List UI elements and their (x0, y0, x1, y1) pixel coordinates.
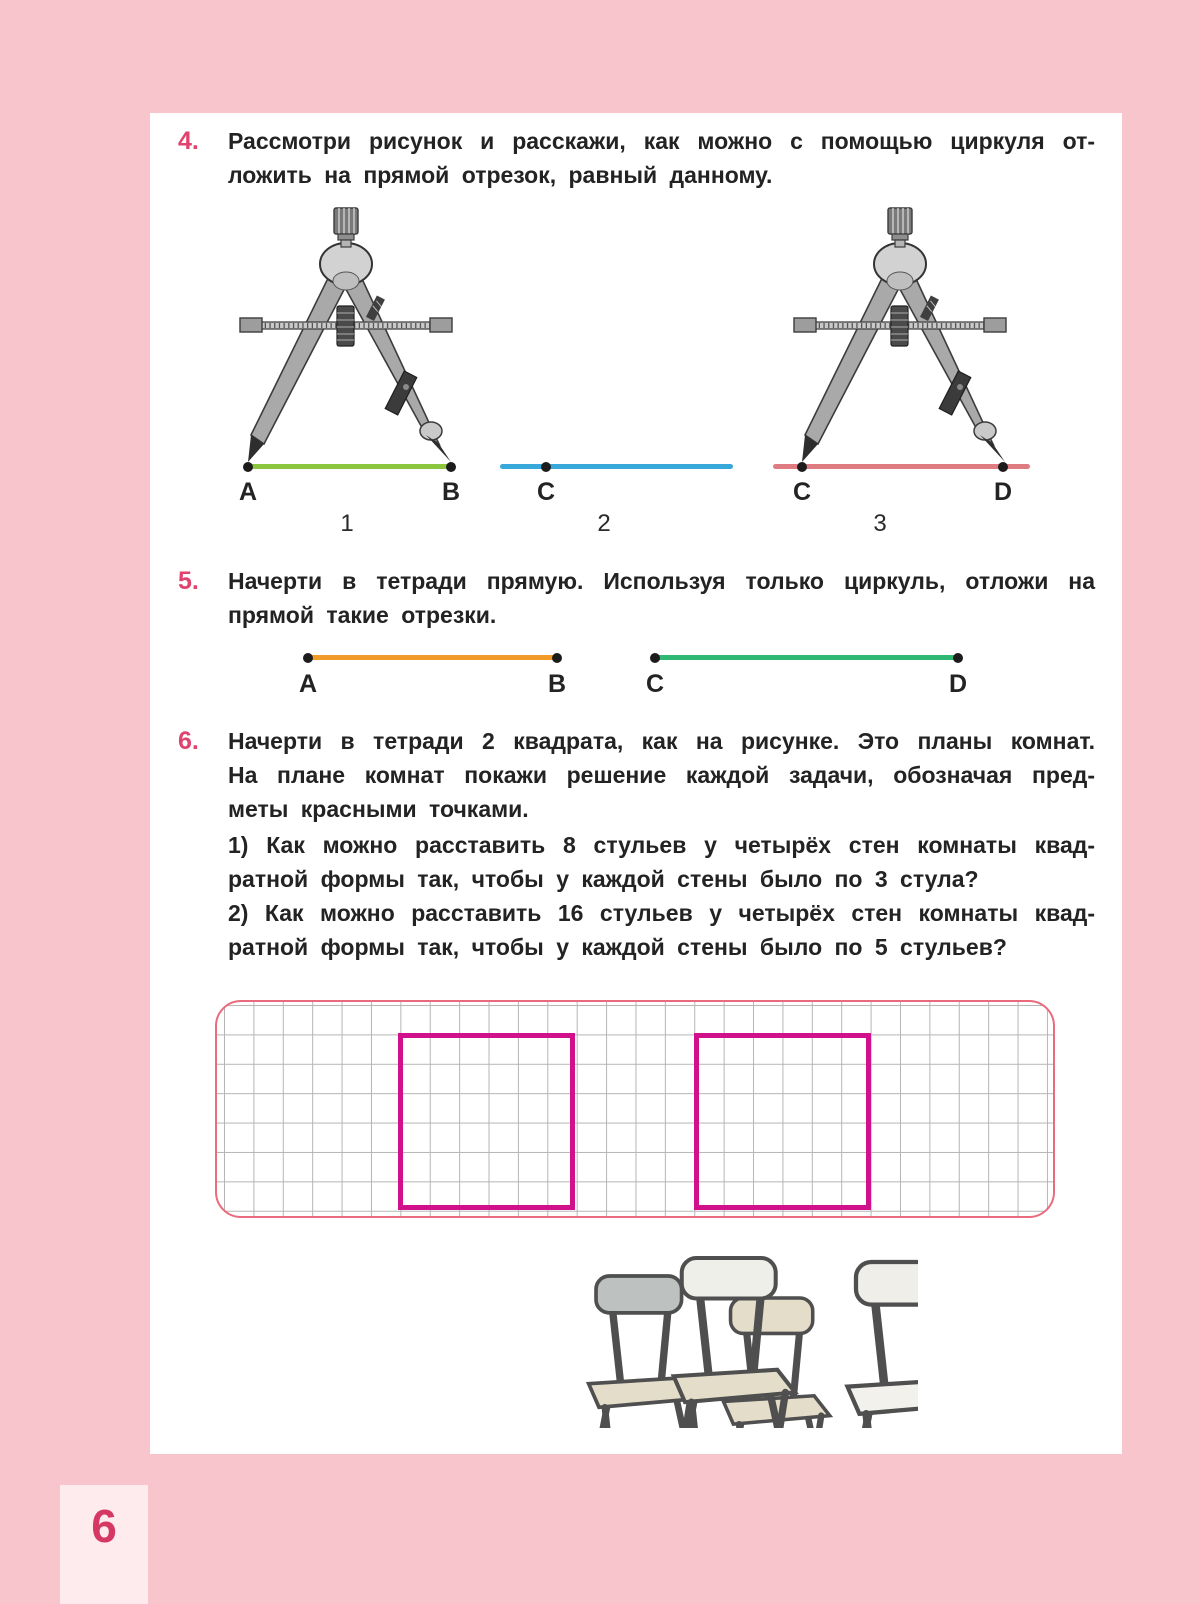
segment-ab (248, 464, 451, 469)
text-line: ратной формы так, чтобы у каждой стены было по 3 стула? (228, 866, 979, 892)
point-d2 (953, 653, 963, 663)
chairs-illustration (348, 1240, 918, 1428)
task-6-subtask-1 (228, 828, 1095, 896)
task-6-number: 6. (178, 727, 199, 755)
point-c (541, 462, 551, 472)
label-c3: C (645, 670, 665, 698)
text-line: прямой такие отрезки. (228, 602, 497, 628)
point-d (998, 462, 1008, 472)
task-4-number: 4. (178, 127, 199, 155)
point-a2 (303, 653, 313, 663)
text-line: 1) Как можно расставить 8 стульев у четырёх стен комнаты квад- (228, 832, 1095, 858)
point-c2 (797, 462, 807, 472)
task-4-text (228, 124, 1095, 192)
point-b2 (552, 653, 562, 663)
room-plan-square-1 (398, 1033, 575, 1210)
segment-line-c (500, 464, 733, 469)
label-c2: C (792, 478, 812, 506)
label-d2: D (948, 670, 968, 698)
task-6-subtask-2 (228, 896, 1095, 964)
label-b2: B (547, 670, 567, 698)
label-d: D (993, 478, 1013, 506)
point-a (243, 462, 253, 472)
task-6-text (228, 724, 1095, 826)
text-line: 2) Как можно расставить 16 стульев у четырёх стен комнаты квад- (228, 900, 1095, 926)
text-line: Начерти в тетради прямую. Используя только циркуль, отложи на (228, 568, 1095, 594)
room-plan-square-2 (694, 1033, 871, 1210)
page-number: 6 (91, 1500, 117, 1552)
label-c: C (536, 478, 556, 506)
text-line: меты красными точками. (228, 796, 529, 822)
task-5-number: 5. (178, 567, 199, 595)
label-a: A (238, 478, 258, 506)
page-number-tab (60, 1485, 148, 1604)
label-a2: A (298, 670, 318, 698)
task-5-text (228, 564, 1095, 632)
text-line: Начерти в тетради 2 квадрата, как на рисунке. Это планы комнат. (228, 728, 1095, 754)
label-b: B (441, 478, 461, 506)
compass-icon (792, 204, 1008, 466)
point-c3 (650, 653, 660, 663)
text-line: ратной формы так, чтобы у каждой стены было по 5 стульев? (228, 934, 1007, 960)
grid-paper (215, 1000, 1055, 1218)
text-line: Рассмотри рисунок и расскажи, как можно с помощью циркуля от- (228, 128, 1095, 154)
segment-ab-2 (308, 655, 557, 660)
point-b (446, 462, 456, 472)
segment-cd-2 (655, 655, 958, 660)
figure-number-1: 1 (340, 510, 354, 537)
compass-icon (238, 204, 454, 466)
text-line: ложить на прямой отрезок, равный данному. (228, 162, 773, 188)
figure-number-3: 3 (873, 510, 887, 537)
text-line: На плане комнат покажи решение каждой задачи, обозначая пред- (228, 762, 1095, 788)
figure-number-2: 2 (597, 510, 611, 537)
segment-cd (773, 464, 1030, 469)
